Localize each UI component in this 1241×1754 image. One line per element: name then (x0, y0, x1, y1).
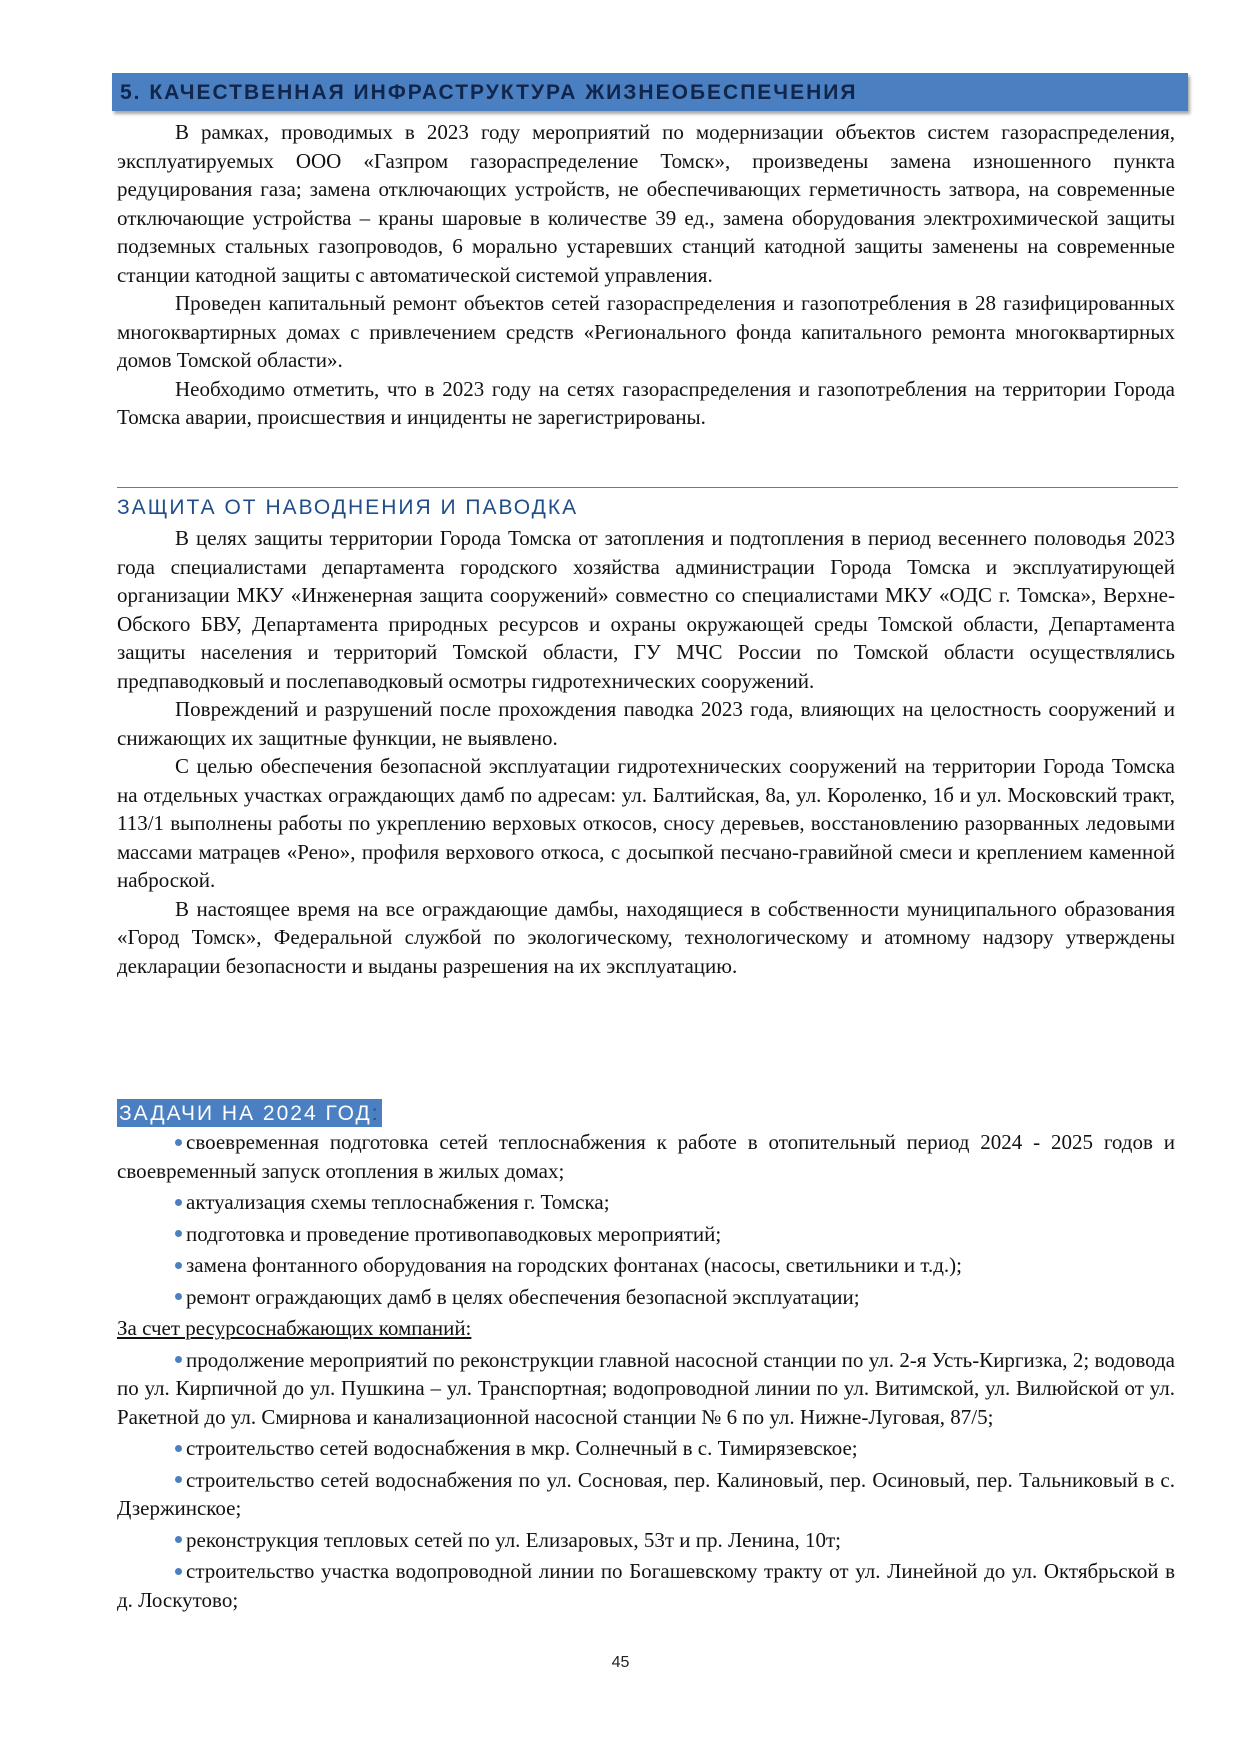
list-item (117, 1466, 1175, 1523)
bullet-icon (175, 1568, 182, 1575)
list-item-text: подготовка и проведение противопаводковых мероприятий; (186, 1221, 722, 1246)
list-item-text: замена фонтанного оборудования на городских фонтанах (насосы, светильники и т.д.); (186, 1253, 962, 1277)
list-item (117, 1434, 1175, 1463)
list-item-text: реконструкция тепловых сетей по ул. Елизаровых, 53т и пр. Ленина, 10т; (186, 1527, 841, 1552)
list-item (117, 1128, 1175, 1185)
paragraph: С целью обеспечения безопасной эксплуатации гидротехнических сооружений на территории Города Томска на отдельных участках ограждающих дамб по адресам: ул. Балтийская, 8а, ул. Короленко, 1б и ул. Московский тракт, 113/1 выполнены работы по укреплению верховых откосов, сносу деревьев, восстановлению разорванных ледовыми массами матрацев «Рено», профиля верхового откоса, с досыпкой песчано-гравийной смеси и креплением каменной наброской. (117, 754, 1175, 892)
section-body (117, 118, 1175, 432)
bullet-icon (175, 1199, 182, 1206)
list-item-text: строительство участка водопроводной линии по Богашевскому тракту от ул. Линейной до ул. Октябрьской в д. Лоскутово; (117, 1559, 1175, 1612)
paragraph: В рамках, проводимых в 2023 году мероприятий по модернизации объектов систем газораспределения, эксплуатируемых ООО «Газпром газораспределение Томск», произведены замена изношенного пункта редуцирования газа; замена отключающих устройств, не обеспечивающих герметичность затвора, на современные отключающие устройства – краны шаровые в количестве 39 ед., замена оборудования электрохимической защиты подземных стальных газопроводов, 6 морально устаревших станций катодной защиты заменены на современные станции катодной защиты с автоматической системой управления. (117, 120, 1175, 287)
paragraph: В целях защиты территории Города Томска от затопления и подтопления в период весеннего половодья 2023 года специалистами департамента городского хозяйства администрации Города Томска и эксплуатирующей организации МКУ «Инженерная защита сооружений» совместно со специалистами МКУ «ОДС г. Томска», Верхне-Обского БВУ, Департамента природных ресурсов и охраны окружающей среды Томской области, Департамента защиты населения и территорий Томской области, ГУ МЧС России по Томской области осуществлялись предпаводковый и послепаводковый осмотры гидротехнических сооружений. (117, 526, 1175, 693)
list-item (117, 1526, 1175, 1555)
list-item (117, 1220, 1175, 1249)
tasks-heading-colon: : (371, 1102, 380, 1125)
tasks-heading-text: ЗАДАЧИ НА 2024 ГОД (119, 1102, 372, 1125)
tasks-list (117, 1128, 1175, 1617)
bullet-icon (175, 1536, 182, 1543)
list-item (117, 1188, 1175, 1217)
flood-body (117, 524, 1175, 980)
list-item-text: продолжение мероприятий по реконструкции главной насосной станции по ул. 2-я Усть-Киргизка, 2; водовода по ул. Кирпичной до ул. Пушкина – ул. Транспортная; водопроводной линии по ул. Витимской, ул. Вилюйской от ул. Ракетной до ул. Смирнова и канализационной насосной станции № 6 по ул. Нижне-Луговая, 87/5; (117, 1347, 1175, 1429)
list-item-text: актуализация схемы теплоснабжения г. Томска; (186, 1190, 610, 1214)
paragraph: В настоящее время на все ограждающие дамбы, находящиеся в собственности муниципального образования «Город Томск», Федеральной службой по экологическому, технологическому и атомному надзору утверждены декларации безопасности и выданы разрешения на их эксплуатацию. (117, 896, 1175, 978)
bullet-icon (175, 1262, 182, 1269)
list-item (117, 1557, 1175, 1614)
paragraph: Повреждений и разрушений после прохождения паводка 2023 года, влияющих на целостность сооружений и снижающих их защитные функции, не выявлено. (117, 697, 1175, 750)
section-heading: 5. КАЧЕСТВЕННАЯ ИНФРАСТРУКТУРА ЖИЗНЕОБЕСПЕЧЕНИЯ (120, 81, 858, 104)
paragraph: Необходимо отметить, что в 2023 году на сетях газораспределения и газопотребления на территории Города Томска аварии, происшествия и инциденты не зарегистрированы. (117, 376, 1175, 429)
bullet-icon (175, 1139, 182, 1146)
list-item (117, 1283, 1175, 1312)
section-heading-bar (112, 73, 1188, 111)
list-item (117, 1251, 1175, 1280)
bullet-icon (175, 1230, 182, 1237)
tasks-heading (117, 1099, 382, 1127)
bullet-icon (175, 1445, 182, 1452)
bullet-icon (175, 1476, 182, 1483)
list-item (117, 1346, 1175, 1432)
bullet-icon (175, 1356, 182, 1363)
list-item-text: ремонт ограждающих дамб в целях обеспечения безопасной эксплуатации; (186, 1284, 860, 1309)
subheading-rule (117, 487, 1178, 488)
list-item-text: строительство сетей водоснабжения по ул. Сосновая, пер. Калиновый, пер. Осиновый, пер. Тальниковый в с. Дзержинское; (117, 1467, 1175, 1520)
flood-heading: ЗАЩИТА ОТ НАВОДНЕНИЯ И ПАВОДКА (117, 496, 579, 519)
resource-companies-subtitle: За счет ресурсоснабжающих компаний: (117, 1316, 472, 1340)
list-item-text: строительство сетей водоснабжения в мкр. Солнечный в с. Тимирязевское; (186, 1436, 858, 1460)
bullet-icon (175, 1293, 182, 1300)
list-item-text: своевременная подготовка сетей теплоснабжения к работе в отопительный период 2024 - 2025 годов и своевременный запуск отопления в жилых домах; (117, 1130, 1175, 1183)
page-number: 45 (611, 1654, 630, 1671)
paragraph: Проведен капитальный ремонт объектов сетей газораспределения и газопотребления в 28 газифицированных многоквартирных домах с привлечением средств «Регионального фонда капитального ремонта многоквартирных домов Томской области». (117, 291, 1175, 372)
